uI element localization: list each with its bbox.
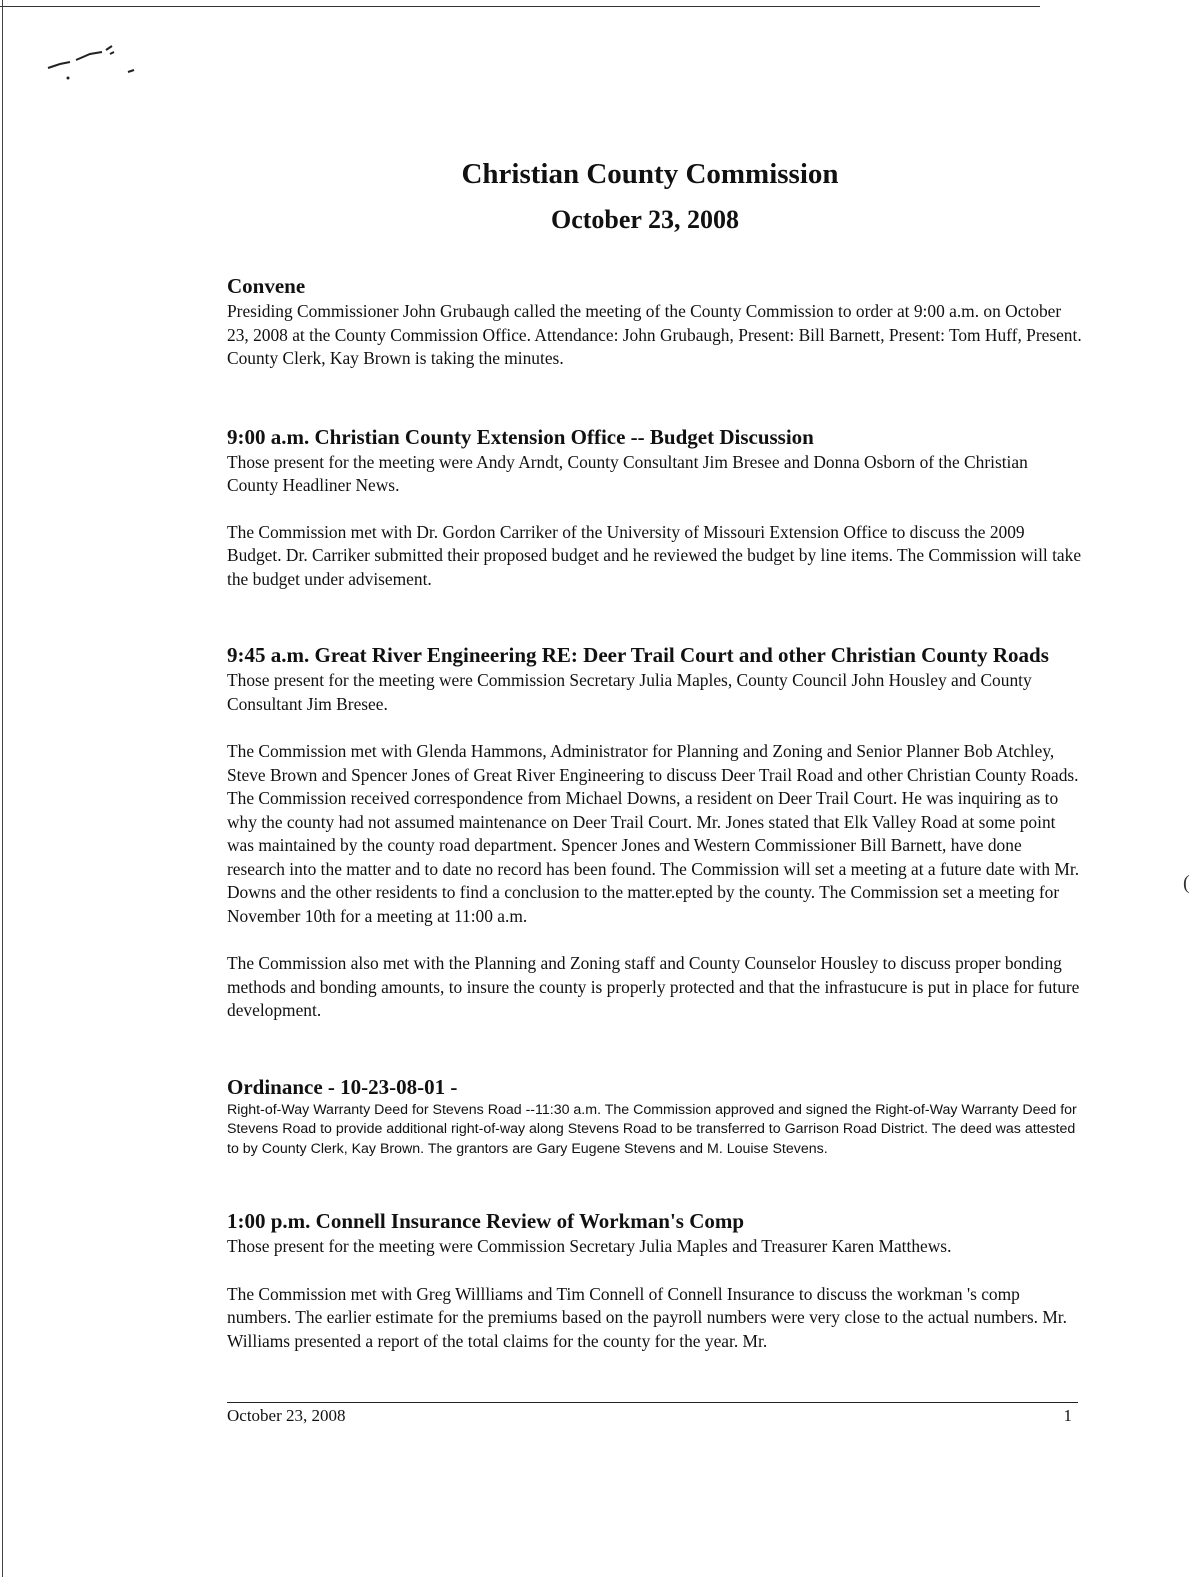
footer-date: October 23, 2008 bbox=[227, 1406, 346, 1425]
section-convene bbox=[227, 272, 1082, 371]
section-heading: Ordinance - 10-23-08-01 - bbox=[227, 1074, 458, 1099]
minutes-body bbox=[227, 272, 1082, 1353]
paragraph: Those present for the meeting were Commission Secretary Julia Maples, County Council John Housley and County Consultant Jim Bresee. bbox=[227, 670, 1032, 714]
paragraph: The Commission met with Dr. Gordon Carriker of the University of Missouri Extension Office to discuss the 2009 Budget. Dr. Carriker submitted their proposed budget and he reviewed the budget by line items. The Commission will take the budget under advisement. bbox=[227, 521, 1082, 589]
section-heading: 9:00 a.m. Christian County Extension Office -- Budget Discussion bbox=[227, 424, 814, 449]
section-heading: 1:00 p.m. Connell Insurance Review of Workman's Comp bbox=[227, 1209, 745, 1233]
document-date: October 23, 2008 bbox=[551, 205, 739, 234]
section-heading: 9:45 a.m. Great River Engineering RE: Deer Trail Court and other Christian County Roads bbox=[227, 643, 1049, 667]
document-title: Christian County Commission bbox=[461, 158, 839, 190]
stray-pen-marks bbox=[40, 40, 150, 90]
section-extension-office bbox=[227, 423, 1082, 592]
section-great-river-engineering bbox=[227, 641, 1082, 1023]
paragraph: Those present for the meeting were Andy Arndt, County Consultant Jim Bresee and Donna Osborn of the Christian County Headliner News. bbox=[227, 451, 1028, 495]
scan-border-top bbox=[0, 6, 1040, 7]
section-ordinance bbox=[227, 1073, 1082, 1160]
paragraph: Presiding Commissioner John Grubaugh called the meeting of the County Commission to order at 9:00 a.m. on October 23, 2008 at the County Commission Office. Attendance: John Grubaugh, Present: Bill Barnett, Present: Tom Huff, Present. County Clerk, Kay Brown is taking the minutes. bbox=[227, 301, 1082, 368]
paragraph: The Commission met with Glenda Hammons, Administrator for Planning and Zoning and Senior Planner Bob Atchley, Steve Brown and Spencer Jones of Great River Engineering to discuss Deer Trail Road and other Christian County Roads. The Commission received correspondence from Michael Downs, a resident on Deer Trail Court. He was inquiring as to why the county had not assumed maintenance on Deer Trail Court. Mr. Jones stated that Elk Valley Road at some point was maintained by the county road department. Spencer Jones and Western Commissioner Bill Barnett, have done research into the matter and to date no record has been found. The Commission will set a meeting at a future date with Mr. Downs and the other residents to find a conclusion to the matter.epted by the county. The Commission set a meeting for November 10th for a meeting at 11:00 a.m. bbox=[227, 741, 1080, 926]
section-connell-insurance bbox=[227, 1207, 1082, 1353]
paragraph: Right-of-Way Warranty Deed for Stevens Road --11:30 a.m. The Commission approved and signed the Right-of-Way Warranty Deed for Stevens Road to provide additional right-of-way along Stevens Road to be transferred to Garrison Road District. The deed was attested to by County Clerk, Kay Brown. The grantors are Gary Eugene Stevens and M. Louise Stevens. bbox=[227, 1101, 1077, 1157]
page-number: 1 bbox=[1063, 1406, 1072, 1425]
paragraph: The Commission also met with the Planning and Zoning staff and County Counselor Housley to discuss proper bonding methods and bonding amounts, to insure the county is properly protected and that the infrastucure is put in place for future development. bbox=[227, 953, 1080, 1020]
paragraph: Those present for the meeting were Commission Secretary Julia Maples and Treasurer Karen Matthews. bbox=[227, 1236, 952, 1256]
scan-border-left bbox=[2, 0, 3, 1577]
page-footer bbox=[227, 1402, 1078, 1429]
paragraph: The Commission met with Greg Willliams and Tim Connell of Connell Insurance to discuss the workman 's comp numbers. The earlier estimate for the premiums based on the payroll numbers were very close to the actual numbers. Mr. Williams presented a report of the total claims for the county for the year. Mr. bbox=[227, 1283, 1067, 1351]
margin-mark: ( bbox=[1183, 872, 1190, 894]
section-heading: Convene bbox=[227, 274, 306, 298]
